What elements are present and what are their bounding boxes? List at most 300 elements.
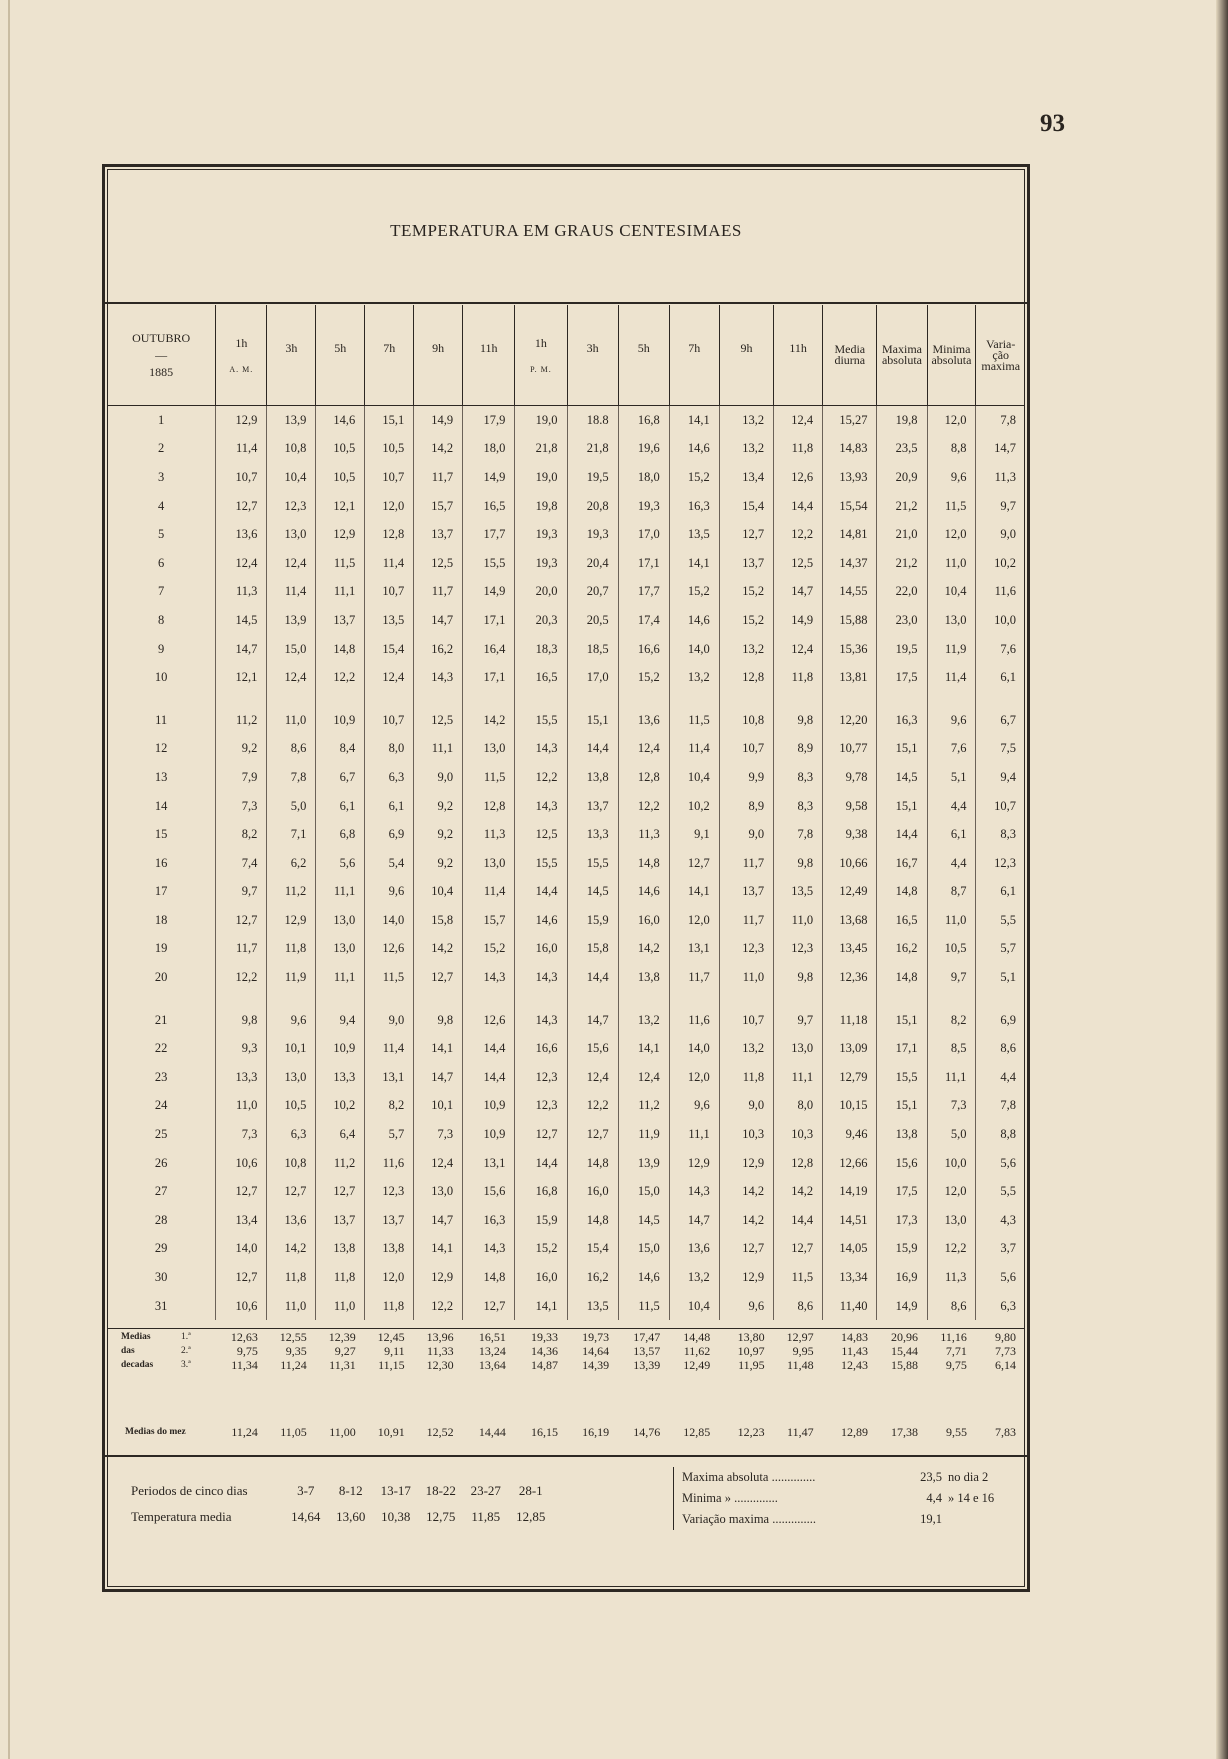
temperature-cell: 13,0 bbox=[267, 1063, 316, 1092]
monthly-mean-cell: 12,89 bbox=[840, 1424, 868, 1439]
temperature-cell: 9,46 bbox=[823, 1120, 877, 1149]
temperature-cell: 14,2 bbox=[774, 1177, 823, 1206]
temperature-cell: 5,0 bbox=[267, 792, 316, 821]
table-row bbox=[107, 635, 1025, 664]
temperature-cell: 16,3 bbox=[463, 1206, 515, 1235]
table-row bbox=[107, 1006, 1025, 1035]
temperature-cell: 12,3 bbox=[515, 1063, 567, 1092]
temperature-cell: 14,6 bbox=[618, 1263, 669, 1292]
day-number: 29 bbox=[154, 1241, 168, 1256]
temperature-cell: 11,0 bbox=[316, 1292, 365, 1321]
gap-cell bbox=[719, 692, 773, 706]
temperature-cell: 10,5 bbox=[365, 435, 414, 464]
temperature-cell: 20,7 bbox=[567, 578, 618, 607]
temperature-cell: 14,1 bbox=[669, 878, 719, 907]
monthly-mean-cell: 11,00 bbox=[329, 1424, 356, 1439]
temperature-cell: 10,9 bbox=[463, 1092, 515, 1121]
month-label: OUTUBRO bbox=[132, 330, 191, 345]
temperature-cell: 16,5 bbox=[515, 663, 567, 692]
temperature-cell: 12,7 bbox=[267, 1177, 316, 1206]
temperature-cell: 14,4 bbox=[463, 1063, 515, 1092]
temperature-cell: 13,8 bbox=[618, 963, 669, 992]
temperature-cell: 21,8 bbox=[567, 435, 618, 464]
temperature-cell: 12,3 bbox=[365, 1177, 414, 1206]
temperature-cell: 12,0 bbox=[669, 1063, 719, 1092]
binding-edge bbox=[1216, 0, 1228, 1759]
temperature-cell: 12,5 bbox=[774, 549, 823, 578]
temperature-cell: 23,5 bbox=[877, 435, 927, 464]
temperature-cell: 10,7 bbox=[216, 463, 267, 492]
gap-cell bbox=[414, 692, 463, 706]
temperature-cell: 14,4 bbox=[515, 1149, 567, 1178]
period-range: 18-22 bbox=[425, 1483, 456, 1498]
temperature-cell: 15,88 bbox=[823, 606, 877, 635]
monthly-mean-cell: 12,23 bbox=[737, 1424, 765, 1439]
temperature-cell: 12,0 bbox=[365, 492, 414, 521]
temperature-cell: 13,7 bbox=[719, 549, 773, 578]
temperature-cell: 15,1 bbox=[877, 1006, 927, 1035]
temperature-cell: 14,0 bbox=[365, 906, 414, 935]
temperature-cell: 12,4 bbox=[567, 1063, 618, 1092]
day-number: 25 bbox=[154, 1127, 168, 1142]
temperature-cell: 11,7 bbox=[216, 935, 267, 964]
temperature-cell: 16,5 bbox=[463, 492, 515, 521]
decade-number: 3.ª bbox=[180, 1360, 191, 1370]
temperature-cell: 4,4 bbox=[927, 792, 976, 821]
temperature-cell: 7,3 bbox=[414, 1120, 463, 1149]
decade-mean-cell: 9,75 bbox=[945, 1358, 967, 1372]
decade-mean-cell: 17,47 bbox=[633, 1330, 661, 1344]
decadas-table bbox=[107, 1330, 1025, 1372]
column-header-label: 5h bbox=[334, 340, 347, 355]
temperature-cell: 6,2 bbox=[267, 849, 316, 878]
temperature-cell: 11,1 bbox=[316, 963, 365, 992]
temperature-cell: 14,8 bbox=[567, 1149, 618, 1178]
decade-mean-cell: 11,43 bbox=[841, 1344, 868, 1358]
temperature-cell: 11,1 bbox=[316, 878, 365, 907]
temperature-cell: 14,6 bbox=[515, 906, 567, 935]
temperature-cell: 14,1 bbox=[669, 406, 719, 435]
decade-mean-cell: 12,63 bbox=[230, 1330, 258, 1344]
temperature-cell: 11,5 bbox=[618, 1292, 669, 1321]
temperature-cell: 14,8 bbox=[877, 878, 927, 907]
temperature-cell: 11,0 bbox=[216, 1092, 267, 1121]
column-header bbox=[216, 305, 267, 406]
temperature-cell: 11,5 bbox=[316, 549, 365, 578]
temperature-cell: 12,7 bbox=[719, 520, 773, 549]
decade-mean-cell: 14,83 bbox=[840, 1330, 868, 1344]
temperature-cell: 12,9 bbox=[216, 406, 267, 435]
temperature-cell: 12,7 bbox=[216, 906, 267, 935]
temperature-cell: 12,5 bbox=[414, 549, 463, 578]
temperature-cell: 14,05 bbox=[823, 1235, 877, 1264]
day-number: 11 bbox=[155, 712, 168, 727]
temperature-cell: 16,8 bbox=[618, 406, 669, 435]
monthly-mean-cell: 9,55 bbox=[945, 1424, 967, 1439]
temperature-cell: 14,2 bbox=[618, 935, 669, 964]
decade-mean-cell: 9,11 bbox=[384, 1344, 405, 1358]
temperature-cell: 14,1 bbox=[414, 1034, 463, 1063]
temperature-cell: 9,2 bbox=[216, 735, 267, 764]
temperature-cell: 21,8 bbox=[515, 435, 567, 464]
temperature-cell: 15,5 bbox=[877, 1063, 927, 1092]
table-row bbox=[107, 1177, 1025, 1206]
temperature-cell: 12,2 bbox=[774, 520, 823, 549]
temperature-cell: 18,3 bbox=[515, 635, 567, 664]
temperature-cell: 11,9 bbox=[618, 1120, 669, 1149]
temperature-cell: 15,2 bbox=[719, 578, 773, 607]
temperature-cell: 12,7 bbox=[669, 849, 719, 878]
temperature-cell: 11,8 bbox=[267, 1263, 316, 1292]
temperature-cell: 11,8 bbox=[316, 1263, 365, 1292]
temperature-cell: 8,4 bbox=[316, 735, 365, 764]
temperature-cell: 13,6 bbox=[216, 520, 267, 549]
gap-cell bbox=[774, 692, 823, 706]
temperature-cell: 17,0 bbox=[567, 663, 618, 692]
five-day-periods bbox=[131, 1478, 553, 1530]
temperature-cell: 18.8 bbox=[567, 406, 618, 435]
day-number: 6 bbox=[158, 555, 165, 570]
column-header-label: 7h bbox=[383, 340, 396, 355]
extreme-note: no dia 2 bbox=[948, 1470, 989, 1484]
temperature-cell: 3,7 bbox=[976, 1235, 1025, 1264]
temperature-cell: 6,1 bbox=[927, 820, 976, 849]
temperature-cell: 15,4 bbox=[567, 1235, 618, 1264]
temperature-cell: 7,3 bbox=[216, 1120, 267, 1149]
temperature-cell: 16,3 bbox=[669, 492, 719, 521]
temperature-cell: 12,4 bbox=[414, 1149, 463, 1178]
monthly-mean-cell: 14,76 bbox=[633, 1424, 661, 1439]
temperature-cell: 19,6 bbox=[618, 435, 669, 464]
temperature-cell: 14,2 bbox=[414, 935, 463, 964]
temperature-cell: 14,3 bbox=[463, 963, 515, 992]
gap-cell bbox=[515, 992, 567, 1006]
temperature-cell: 16,6 bbox=[515, 1034, 567, 1063]
temperature-cell: 13,2 bbox=[618, 1006, 669, 1035]
temperature-cell: 11,0 bbox=[267, 706, 316, 735]
temperature-cell: 12,7 bbox=[316, 1177, 365, 1206]
temperature-cell: 15,5 bbox=[515, 849, 567, 878]
decade-mean-cell: 14,36 bbox=[531, 1344, 559, 1358]
temperature-cell: 14,7 bbox=[669, 1206, 719, 1235]
temperature-cell: 14,1 bbox=[414, 1235, 463, 1264]
temperature-cell: 11,5 bbox=[774, 1263, 823, 1292]
day-number: 27 bbox=[154, 1184, 168, 1199]
temperature-cell: 10,7 bbox=[976, 792, 1025, 821]
day-number: 7 bbox=[158, 584, 165, 599]
gap-cell bbox=[669, 992, 719, 1006]
temperature-cell: 8,9 bbox=[774, 735, 823, 764]
temperature-cell: 19,0 bbox=[515, 463, 567, 492]
temperature-cell: 12,6 bbox=[774, 463, 823, 492]
temperature-cell: 15,6 bbox=[877, 1149, 927, 1178]
temperature-cell: 15,1 bbox=[877, 735, 927, 764]
temperature-cell: 8,6 bbox=[267, 735, 316, 764]
column-header-label: 9h bbox=[740, 340, 753, 355]
temperature-cell: 10,1 bbox=[267, 1034, 316, 1063]
periods-label: Periodos de cinco dias bbox=[131, 1483, 248, 1498]
temperature-cell: 12,2 bbox=[567, 1092, 618, 1121]
temperature-cell: 11,1 bbox=[316, 578, 365, 607]
temperature-cell: 9,0 bbox=[719, 1092, 773, 1121]
temperature-cell: 11,5 bbox=[463, 763, 515, 792]
temperature-media-label: Temperatura media bbox=[131, 1509, 232, 1524]
column-header bbox=[976, 305, 1025, 406]
temperature-cell: 12,4 bbox=[216, 549, 267, 578]
temperature-cell: 13,0 bbox=[463, 735, 515, 764]
temperature-cell: 13,2 bbox=[719, 635, 773, 664]
temperature-cell: 14,4 bbox=[463, 1034, 515, 1063]
temperature-cell: 9,0 bbox=[976, 520, 1025, 549]
decade-mean-cell: 11,34 bbox=[231, 1358, 258, 1372]
temperature-cell: 19,3 bbox=[567, 520, 618, 549]
temperature-cell: 8,5 bbox=[927, 1034, 976, 1063]
day-number: 28 bbox=[154, 1212, 168, 1227]
decade-mean-row bbox=[107, 1358, 1025, 1372]
temperature-cell: 14,4 bbox=[567, 735, 618, 764]
temperature-cell: 15,1 bbox=[567, 706, 618, 735]
temperature-cell: 9,1 bbox=[669, 820, 719, 849]
table-row bbox=[107, 792, 1025, 821]
decade-number: 1.ª bbox=[180, 1332, 191, 1342]
temperature-cell: 12,9 bbox=[719, 1149, 773, 1178]
temperature-cell: 14,83 bbox=[823, 435, 877, 464]
temperature-cell: 8,2 bbox=[927, 1006, 976, 1035]
monthly-mean-cell: 11,24 bbox=[231, 1424, 258, 1439]
temperature-cell: 11,1 bbox=[414, 735, 463, 764]
temperature-cell: 15,2 bbox=[669, 463, 719, 492]
temperature-cell: 13,1 bbox=[463, 1149, 515, 1178]
period-mean-temperature: 10,38 bbox=[381, 1509, 411, 1524]
column-header-label: 9h bbox=[432, 340, 445, 355]
temperature-cell: 11,18 bbox=[823, 1006, 877, 1035]
temperature-cell: 13,5 bbox=[365, 606, 414, 635]
gap-cell bbox=[669, 692, 719, 706]
temperature-cell: 13,1 bbox=[365, 1063, 414, 1092]
temperature-cell: 20,8 bbox=[567, 492, 618, 521]
period-mean-temperature: 12,85 bbox=[516, 1509, 546, 1524]
gap-cell bbox=[927, 692, 976, 706]
column-header bbox=[267, 305, 316, 406]
temperature-cell: 12,3 bbox=[774, 935, 823, 964]
temperature-cell: 9,2 bbox=[414, 849, 463, 878]
temperature-cell: 16,3 bbox=[877, 706, 927, 735]
day-number: 31 bbox=[154, 1298, 168, 1313]
temperature-cell: 17,1 bbox=[877, 1034, 927, 1063]
temperature-cell: 11,1 bbox=[927, 1063, 976, 1092]
temperature-cell: 4,3 bbox=[976, 1206, 1025, 1235]
table-row bbox=[107, 1235, 1025, 1264]
temperature-cell: 8,0 bbox=[365, 735, 414, 764]
decade-mean-cell: 13,57 bbox=[633, 1344, 661, 1358]
decade-mean-cell: 12,43 bbox=[840, 1358, 868, 1372]
gap-cell bbox=[774, 992, 823, 1006]
temperature-cell: 16,8 bbox=[515, 1177, 567, 1206]
temperature-cell: 10,6 bbox=[216, 1149, 267, 1178]
temperature-cell: 13,5 bbox=[669, 520, 719, 549]
day-number: 30 bbox=[154, 1270, 168, 1285]
temperature-cell: 7,8 bbox=[976, 1092, 1025, 1121]
header-row bbox=[107, 305, 1025, 406]
temperature-cell: 6,3 bbox=[267, 1120, 316, 1149]
temperature-cell: 12,2 bbox=[515, 763, 567, 792]
temperature-cell: 14,7 bbox=[567, 1006, 618, 1035]
temperature-cell: 6,9 bbox=[365, 820, 414, 849]
temperature-cell: 14,51 bbox=[823, 1206, 877, 1235]
extreme-value: 4,4 bbox=[926, 1491, 942, 1505]
temperature-cell: 12,9 bbox=[719, 1263, 773, 1292]
temperature-cell: 13,6 bbox=[618, 706, 669, 735]
temperature-cell: 15,0 bbox=[267, 635, 316, 664]
decade-mean-cell: 9,35 bbox=[285, 1344, 307, 1358]
decade-mean-cell: 14,64 bbox=[582, 1344, 610, 1358]
decade-mean-cell: 9,80 bbox=[995, 1330, 1016, 1344]
temperature-cell: 13,7 bbox=[414, 520, 463, 549]
temperature-cell: 14,81 bbox=[823, 520, 877, 549]
decade-mean-cell: 11,31 bbox=[329, 1358, 356, 1372]
decade-mean-cell: 19,73 bbox=[582, 1330, 610, 1344]
temperature-cell: 14,5 bbox=[216, 606, 267, 635]
temperature-cell: 7,4 bbox=[216, 849, 267, 878]
decade-mean-cell: 11,62 bbox=[683, 1344, 711, 1358]
temperature-cell: 19,3 bbox=[618, 492, 669, 521]
temperature-cell: 15,6 bbox=[463, 1177, 515, 1206]
temperature-cell: 14,3 bbox=[515, 792, 567, 821]
day-number: 24 bbox=[154, 1098, 168, 1113]
temperature-cell: 10,4 bbox=[927, 578, 976, 607]
temperature-cell: 12,66 bbox=[823, 1149, 877, 1178]
temperature-cell: 7,1 bbox=[267, 820, 316, 849]
temperature-cell: 13,4 bbox=[216, 1206, 267, 1235]
temperature-cell: 16,4 bbox=[463, 635, 515, 664]
decade-mean-cell: 13,96 bbox=[426, 1330, 454, 1344]
temperature-cell: 9,6 bbox=[719, 1292, 773, 1321]
temperature-cell: 12,7 bbox=[216, 492, 267, 521]
monthly-mean-cell: 11,47 bbox=[787, 1424, 814, 1439]
day-number: 21 bbox=[154, 1012, 168, 1027]
temperature-cell: 12,0 bbox=[669, 906, 719, 935]
temperature-cell: 16,7 bbox=[877, 849, 927, 878]
decade-mean-cell: 7,73 bbox=[995, 1344, 1016, 1358]
decadas-label: Medias bbox=[121, 1332, 151, 1342]
temperature-cell: 9,78 bbox=[823, 763, 877, 792]
temperature-cell: 14,6 bbox=[316, 406, 365, 435]
temperature-cell: 12,2 bbox=[316, 663, 365, 692]
temperature-cell: 10,4 bbox=[267, 463, 316, 492]
column-header bbox=[719, 305, 773, 406]
decade-mean-cell: 11,33 bbox=[427, 1344, 454, 1358]
gap-cell bbox=[618, 992, 669, 1006]
temperature-cell: 21,0 bbox=[877, 520, 927, 549]
temperature-cell: 13,0 bbox=[267, 520, 316, 549]
temperature-cell: 15,5 bbox=[567, 849, 618, 878]
temperature-cell: 14,2 bbox=[719, 1177, 773, 1206]
temperature-cell: 11,3 bbox=[216, 578, 267, 607]
temperature-cell: 15,2 bbox=[463, 935, 515, 964]
temperature-cell: 15,5 bbox=[463, 549, 515, 578]
page-title: TEMPERATURA EM GRAUS CENTESIMAES bbox=[390, 221, 742, 240]
temperature-cell: 13,9 bbox=[618, 1149, 669, 1178]
table-row bbox=[107, 1063, 1025, 1092]
temperature-cell: 15,2 bbox=[719, 606, 773, 635]
day-number: 18 bbox=[154, 912, 168, 927]
decade-mean-cell: 12,45 bbox=[377, 1330, 405, 1344]
temperature-cell: 8,3 bbox=[976, 820, 1025, 849]
temperature-cell: 14,3 bbox=[669, 1177, 719, 1206]
decade-mean-cell: 11,15 bbox=[378, 1358, 405, 1372]
table-row bbox=[107, 878, 1025, 907]
temperature-cell: 15,8 bbox=[414, 906, 463, 935]
table-row bbox=[107, 763, 1025, 792]
temperature-cell: 9,0 bbox=[719, 820, 773, 849]
temperature-cell: 12,4 bbox=[267, 549, 316, 578]
table-row bbox=[107, 1034, 1025, 1063]
temperature-cell: 14,7 bbox=[414, 606, 463, 635]
temperature-cell: 12,7 bbox=[567, 1120, 618, 1149]
monthly-means-label: Medias do mez bbox=[125, 1427, 186, 1437]
decade-mean-cell: 14,39 bbox=[582, 1358, 610, 1372]
period-range: 23-27 bbox=[470, 1483, 501, 1498]
gap-cell bbox=[618, 692, 669, 706]
temperature-cell: 13,2 bbox=[669, 663, 719, 692]
temperature-cell: 11,8 bbox=[774, 663, 823, 692]
decade-mean-cell: 10,97 bbox=[737, 1344, 765, 1358]
temperature-cell: 11,4 bbox=[267, 578, 316, 607]
temperature-cell: 13,7 bbox=[316, 606, 365, 635]
day-number: 8 bbox=[158, 612, 165, 627]
temperature-cell: 7,8 bbox=[774, 820, 823, 849]
temperature-cell: 5,0 bbox=[927, 1120, 976, 1149]
temperature-cell: 14,4 bbox=[774, 1206, 823, 1235]
temperature-cell: 16,0 bbox=[567, 1177, 618, 1206]
temperature-cell: 10,5 bbox=[316, 463, 365, 492]
temperature-cell: 12,79 bbox=[823, 1063, 877, 1092]
temperature-cell: 11,3 bbox=[618, 820, 669, 849]
temperature-cell: 11,4 bbox=[463, 878, 515, 907]
table-row bbox=[107, 549, 1025, 578]
temperature-cell: 14,1 bbox=[669, 549, 719, 578]
decade-gap bbox=[107, 992, 1025, 1006]
temperature-cell: 10,0 bbox=[976, 606, 1025, 635]
temperature-cell: 11,40 bbox=[823, 1292, 877, 1321]
temperature-cell: 9,7 bbox=[927, 963, 976, 992]
gap-cell bbox=[216, 992, 267, 1006]
temperature-cell: 12,6 bbox=[365, 935, 414, 964]
temperature-cell: 9,8 bbox=[774, 706, 823, 735]
temperature-cell: 11,8 bbox=[774, 435, 823, 464]
temperature-cell: 8,8 bbox=[927, 435, 976, 464]
temperature-cell: 12,49 bbox=[823, 878, 877, 907]
temperature-cell: 9,7 bbox=[216, 878, 267, 907]
temperature-cell: 11,3 bbox=[976, 463, 1025, 492]
extreme-label: Variação maxima .............. bbox=[682, 1512, 816, 1526]
decade-mean-cell: 7,71 bbox=[945, 1344, 967, 1358]
temperature-cell: 13,93 bbox=[823, 463, 877, 492]
temperature-cell: 12,7 bbox=[719, 1235, 773, 1264]
temperature-cell: 8,8 bbox=[976, 1120, 1025, 1149]
temperature-cell: 12,7 bbox=[216, 1263, 267, 1292]
temperature-cell: 9,4 bbox=[976, 763, 1025, 792]
temperature-cell: 4,4 bbox=[976, 1063, 1025, 1092]
table-row bbox=[107, 906, 1025, 935]
column-header-label: Maxima absoluta bbox=[881, 342, 922, 367]
temperature-cell: 15,0 bbox=[618, 1235, 669, 1264]
temperature-cell: 18,0 bbox=[618, 463, 669, 492]
temperature-cell: 9,7 bbox=[976, 492, 1025, 521]
period-mean-temperature: 13,60 bbox=[336, 1509, 366, 1524]
temperature-cell: 10,4 bbox=[414, 878, 463, 907]
decade-mean-cell: 12,97 bbox=[786, 1330, 814, 1344]
